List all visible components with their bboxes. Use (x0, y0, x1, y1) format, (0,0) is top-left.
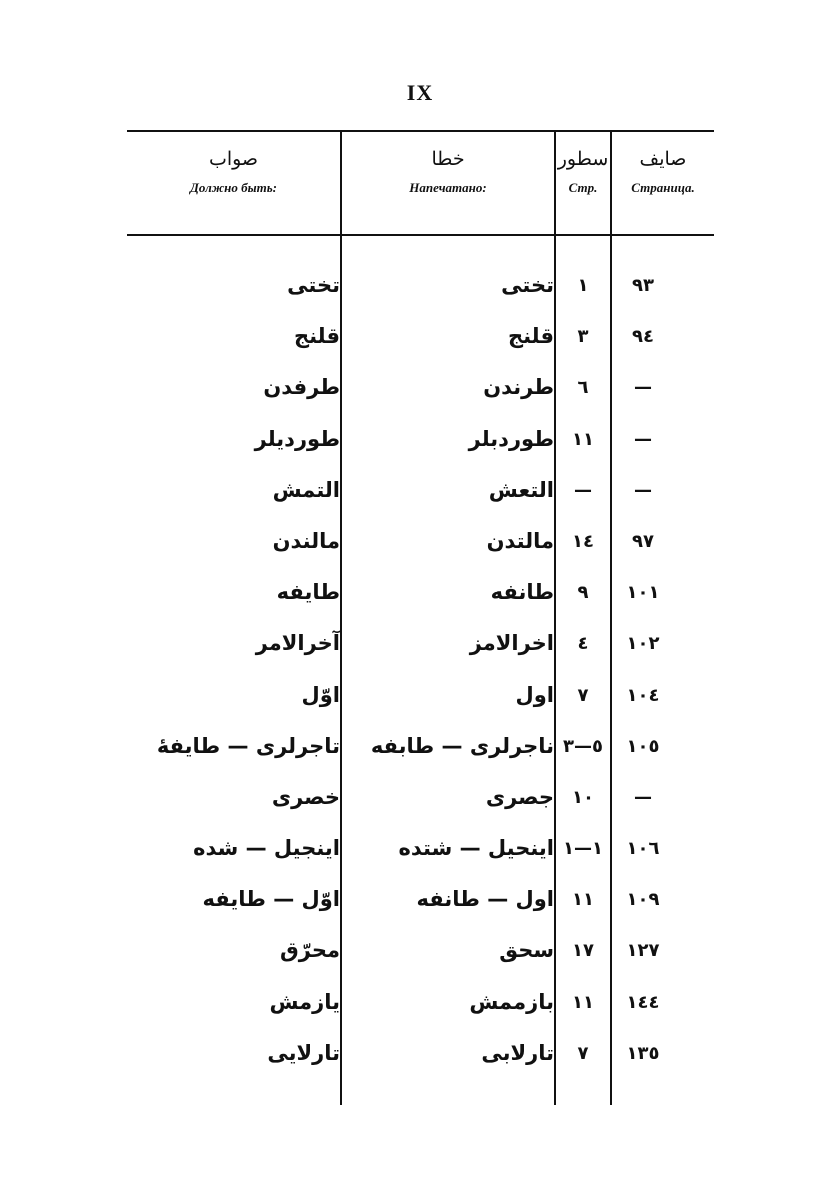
page-ref: ١٠١ (626, 582, 660, 604)
table-row (127, 721, 714, 772)
correct-text: اوّل — طایفه (202, 887, 340, 912)
printed-text: طرندن (483, 375, 554, 400)
printed-text: اخرالامز (469, 631, 554, 656)
page-ref: — (634, 479, 652, 501)
header-printed-arabic: خطا (431, 148, 465, 170)
correct-text: آخرالامر (255, 631, 340, 656)
printed-text: التعش (488, 477, 554, 502)
table-row (127, 772, 714, 823)
table-row (127, 977, 714, 1028)
page-ref: ١٠٤ (626, 684, 660, 706)
printed-text: تختی (501, 273, 554, 297)
errata-table (127, 130, 714, 1105)
page-ref: ٩٧ (632, 530, 654, 552)
printed-text: ناجرلری — طابفه (370, 733, 554, 758)
page-ref: ١٢٧ (626, 940, 660, 962)
correct-text: تاجرلری — طایفهٔ (156, 733, 340, 758)
printed-text: اینحیل — شتده (398, 836, 554, 861)
header-correct-arabic: صواب (208, 148, 259, 170)
line-number: ٦ (577, 377, 589, 399)
header-line-russian: Стр. (568, 180, 598, 195)
table-row (127, 925, 714, 976)
header-page-arabic: صايف (639, 148, 687, 170)
correct-text: اوّل (301, 682, 340, 707)
table-row (127, 823, 714, 874)
line-number: ١ (577, 275, 589, 296)
correct-text: اینجیل — شده (193, 836, 340, 861)
line-number: ١١ (572, 428, 594, 450)
header-printed (342, 142, 554, 230)
correct-text: تارلایی (267, 1040, 340, 1065)
printed-text: تارلابی (481, 1040, 554, 1065)
page-ref: ١٠٥ (626, 735, 660, 757)
errata-rows (127, 260, 714, 1079)
line-number: ٣ (577, 326, 589, 348)
correct-text: مالندن (272, 528, 340, 553)
page-number: IX (406, 80, 434, 105)
table-row (127, 311, 714, 362)
line-number: ١٧ (572, 940, 594, 962)
table-top-rule (127, 130, 714, 132)
header-line (556, 142, 610, 230)
printed-text: سحق (499, 938, 554, 963)
printed-text: طانفه (490, 580, 554, 605)
table-row (127, 618, 714, 669)
line-number: ٧ (577, 1042, 589, 1064)
header-page-russian: Страница. (631, 180, 695, 195)
line-number: ١٤ (572, 530, 594, 552)
correct-text: محرّق (280, 938, 340, 963)
correct-text: خصری (271, 784, 340, 809)
header-correct (127, 142, 340, 230)
page-ref: ١٣٥ (626, 1042, 660, 1064)
page-ref: ٩٤ (632, 326, 654, 348)
line-number: ١—١ (563, 838, 603, 860)
header-correct-russian: Должно быть: (190, 180, 277, 195)
header-bottom-rule (127, 234, 714, 236)
header-printed-russian: Напечатано: (409, 180, 487, 195)
table-row (127, 567, 714, 618)
header-page (612, 142, 714, 230)
printed-text: اول (515, 682, 554, 707)
printed-text: اول — طانفه (416, 887, 554, 912)
correct-text: التمش (272, 477, 340, 502)
printed-text: جصری (485, 784, 554, 809)
table-row (127, 414, 714, 465)
page-ref: — (634, 377, 652, 399)
printed-text: مالتدن (486, 528, 554, 553)
line-number: ٥—٣ (563, 735, 603, 757)
table-row (127, 362, 714, 413)
table-row (127, 670, 714, 721)
page-ref: ١٠٩ (626, 889, 660, 911)
correct-text: طوردیلر (254, 426, 340, 451)
line-number: ٩ (577, 582, 589, 604)
page-ref: ١٠٦ (626, 838, 660, 860)
correct-text: طایفه (276, 580, 340, 605)
correct-text: قلنج (293, 324, 340, 349)
page-ref: — (634, 428, 652, 450)
correct-text: یازمش (269, 989, 340, 1014)
table-row (127, 874, 714, 925)
table-row (127, 465, 714, 516)
table-row (127, 516, 714, 567)
table-row (127, 1028, 714, 1079)
printed-text: طوردبلر (468, 426, 554, 451)
printed-text: قلنج (507, 324, 554, 349)
page-ref: ١٠٢ (626, 633, 660, 655)
printed-text: بازممش (469, 989, 554, 1014)
line-number: — (574, 479, 592, 501)
line-number: ١١ (572, 889, 594, 911)
correct-text: طرفدن (263, 375, 340, 400)
table-row (127, 260, 714, 311)
correct-text: تختی (287, 273, 340, 297)
page-ref: ١٤٤ (626, 991, 660, 1013)
page-ref: — (634, 786, 652, 808)
line-number: ٤ (577, 633, 589, 655)
page-ref: ٩٣ (632, 275, 654, 296)
line-number: ١١ (572, 991, 594, 1013)
header-line-arabic: سطور (557, 148, 609, 170)
line-number: ٧ (577, 684, 589, 706)
line-number: ١٠ (572, 786, 594, 808)
